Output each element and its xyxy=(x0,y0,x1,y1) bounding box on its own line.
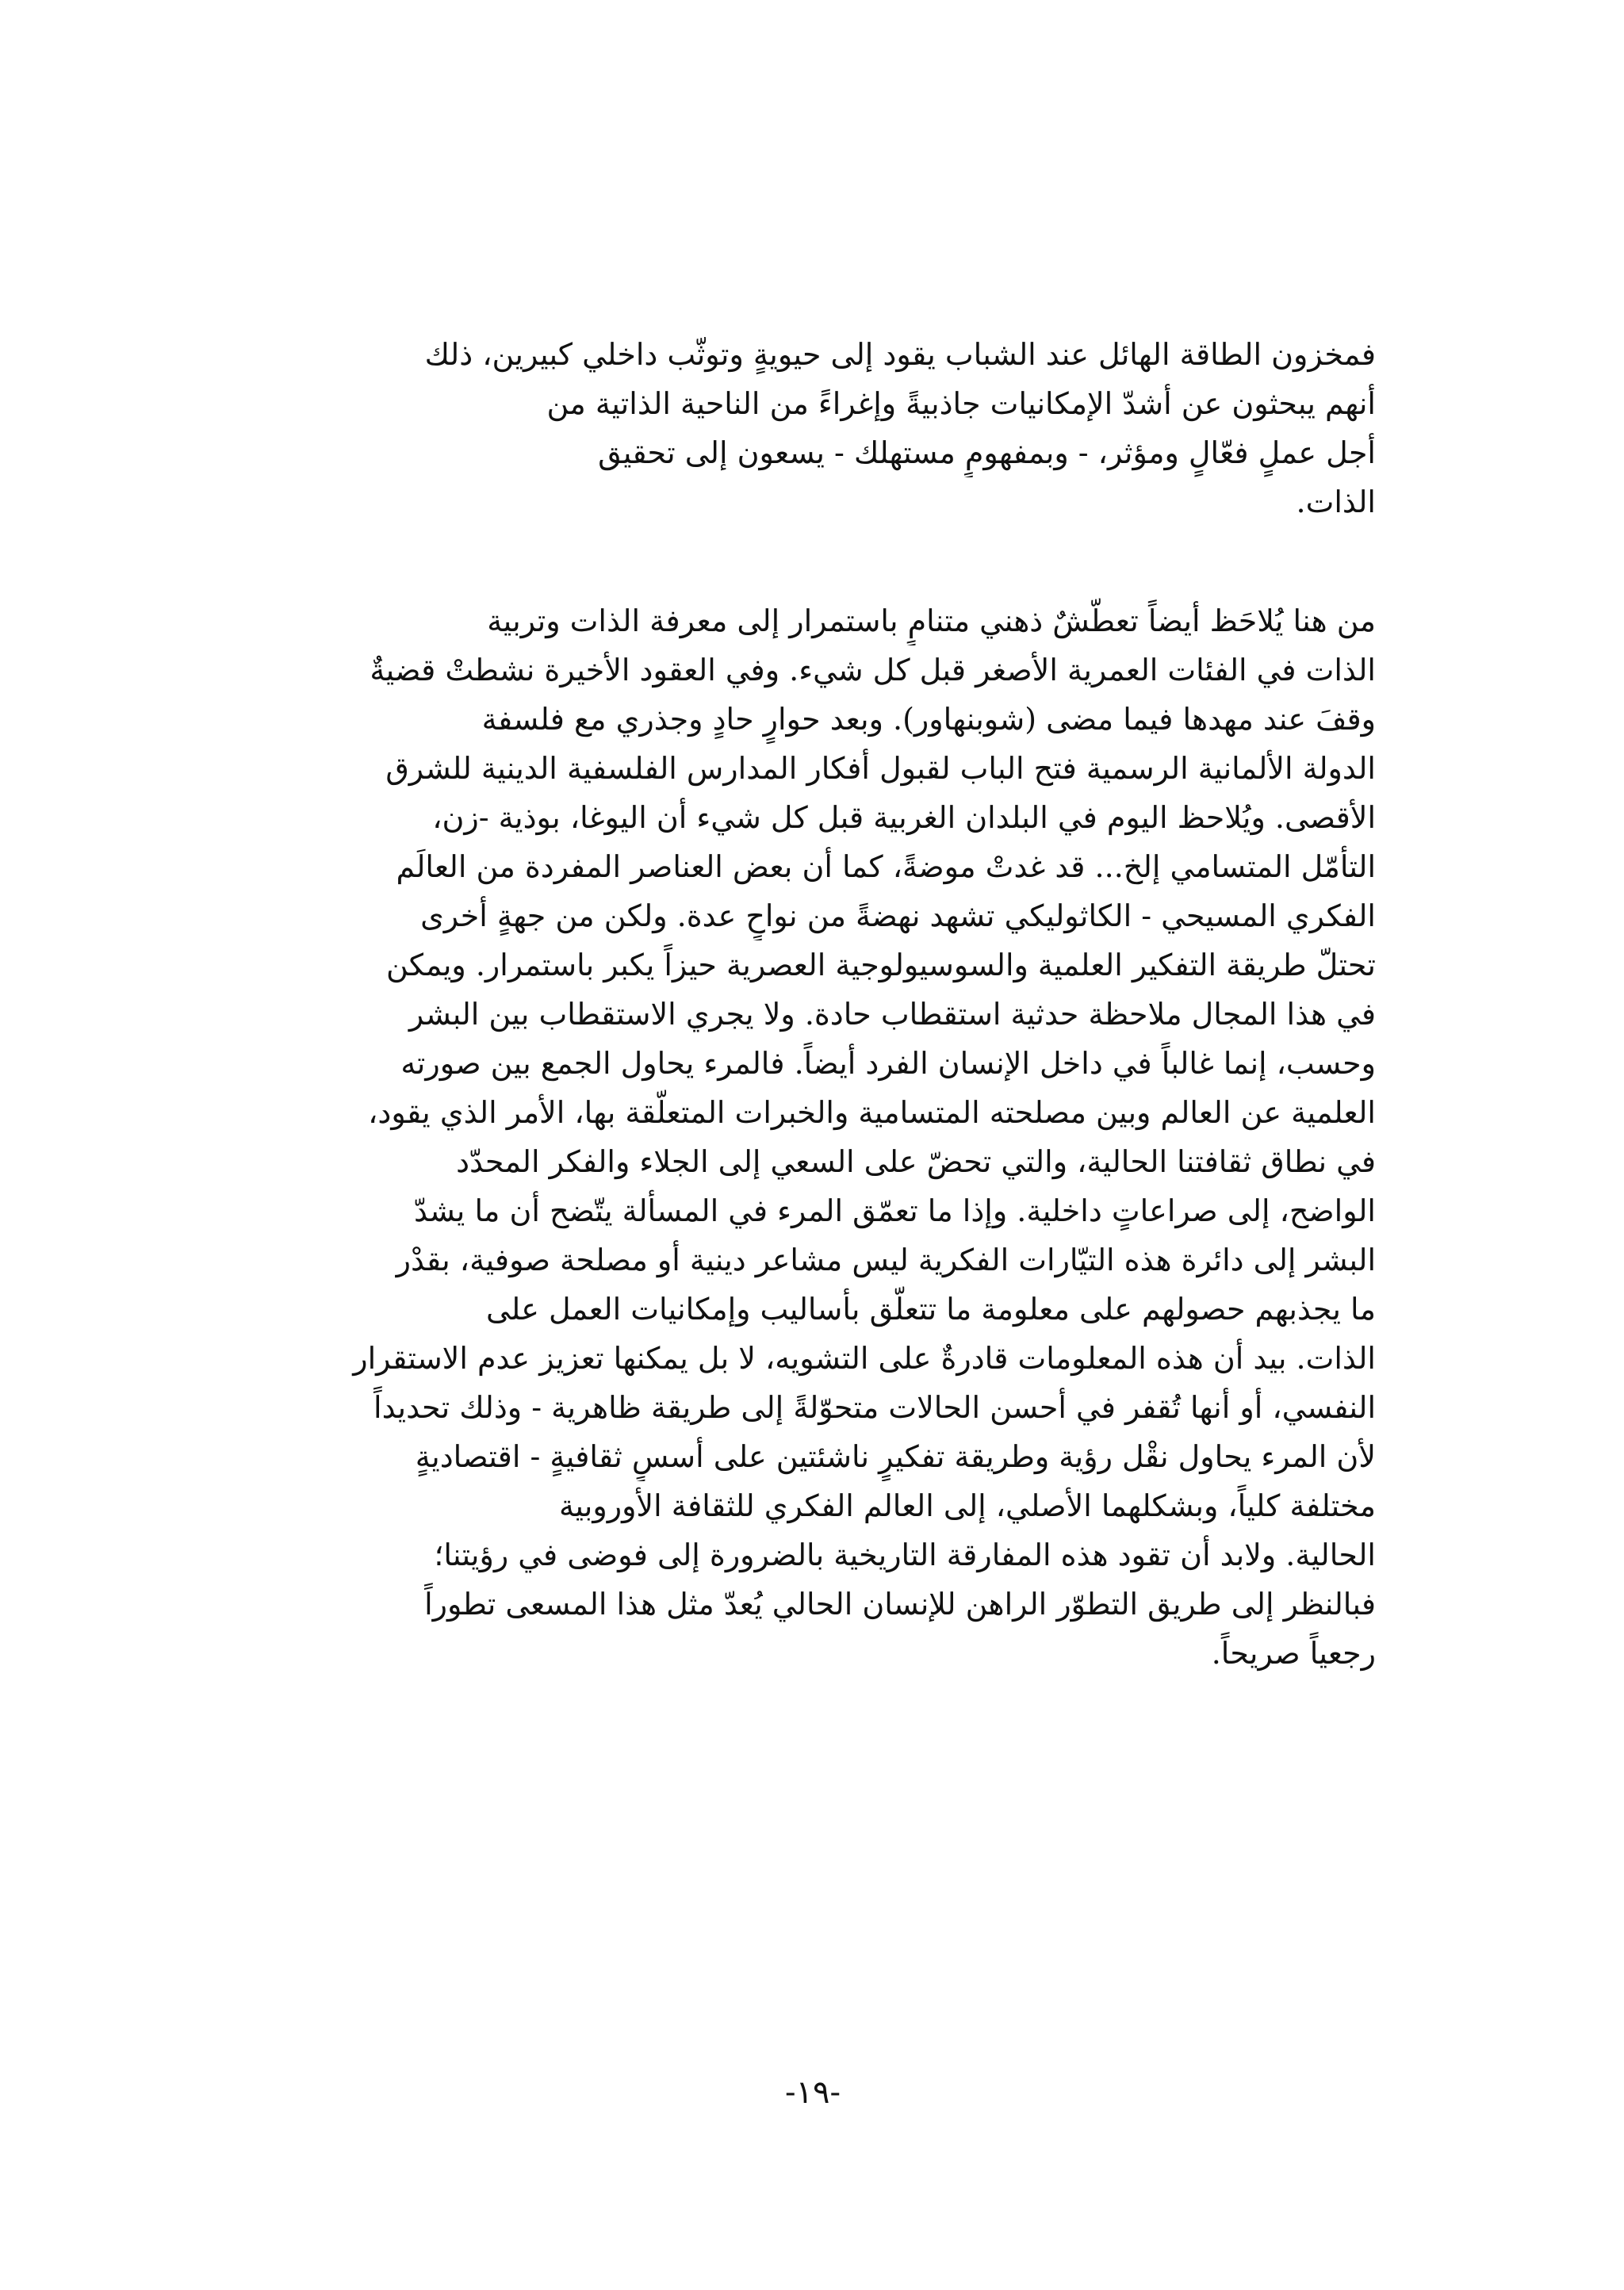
text-line: الذات. بيد أن هذه المعلومات قادرةٌ على التشويه، لا بل يمكنها تعزيز عدم الاستقرار xyxy=(353,1341,1376,1376)
text-line: النفسي، أو أنها تُقفر في أحسن الحالات متحوّلةً إلى طريقة ظاهرية - وذلك تحديداً xyxy=(373,1390,1376,1425)
text-line: الواضح، إلى صراعاتٍ داخلية. وإذا ما تعمّق المرء في المسألة يتّضح أن ما يشدّ xyxy=(413,1193,1376,1228)
text-line: الدولة الألمانية الرسمية فتح الباب لقبول أفكار المدارس الفلسفية الدينية للشرق xyxy=(385,751,1376,786)
text-line: الذات في الفئات العمرية الأصغر قبل كل شيء. وفي العقود الأخيرة نشطتْ قضيةٌ xyxy=(370,653,1376,687)
text-line: في هذا المجال ملاحظة حدثية استقطاب حادة. ولا يجري الاستقطاب بين البشر xyxy=(408,997,1376,1032)
paragraph-1 xyxy=(297,330,1376,527)
text-line: الحالية. ولابد أن تقود هذه المفارقة التاريخية بالضرورة إلى فوضى في رؤيتنا؛ xyxy=(434,1538,1376,1572)
text-line: ما يجذبهم حصولهم على معلومة ما تتعلّق بأساليب وإمكانيات العمل على xyxy=(485,1292,1376,1327)
text-line: وقفَ عند مهدها فيما مضى (شوبنهاور). وبعد حوارٍ حادٍ وجذري مع فلسفة xyxy=(481,702,1376,737)
text-line: الفكري المسيحي - الكاثوليكي تشهد نهضةً من نواحٍ عدة. ولكن من جهةٍ أخرى xyxy=(420,898,1376,933)
text-line: في نطاق ثقافتنا الحالية، والتي تحضّ على السعي إلى الجلاء والفكر المحدّد xyxy=(456,1144,1376,1179)
text-line: أجل عملٍ فعّالٍ ومؤثر، - وبمفهومٍ مستهلك - يسعون إلى تحقيق xyxy=(598,435,1376,470)
text-line: رجعياً صريحاً. xyxy=(1211,1636,1376,1671)
text-line: مختلفة كلياً، وبشكلهما الأصلي، إلى العالم الفكري للثقافة الأوروبية xyxy=(558,1488,1376,1523)
text-line: أنهم يبحثون عن أشدّ الإمكانيات جاذبيةً وإغراءً من الناحية الذاتية من xyxy=(546,386,1376,421)
text-line: فمخزون الطاقة الهائل عند الشباب يقود إلى حيويةٍ وتوثّب داخلي كبيرين، ذلك xyxy=(424,337,1376,372)
page-number: -١٩- xyxy=(785,2074,841,2111)
text-line: وحسب، إنما غالباً في داخل الإنسان الفرد أيضاً. فالمرء يحاول الجمع بين صورته xyxy=(400,1046,1376,1081)
text-line: من هنا يُلاحَظ أيضاً تعطّشٌ ذهني متنامٍ باستمرار إلى معرفة الذات وتربية xyxy=(487,603,1376,638)
text-line: التأمّل المتسامي إلخ... قد غدتْ موضةً، كما أن بعض العناصر المفردة من العالَم xyxy=(396,849,1376,884)
text-line: فبالنظر إلى طريق التطوّر الراهن للإنسان الحالي يُعدّ مثل هذا المسعى تطوراً xyxy=(424,1587,1376,1622)
text-line: الذات. xyxy=(1296,484,1376,519)
text-line: الأقصى. ويُلاحظ اليوم في البلدان الغربية قبل كل شيء أن اليوغا، بوذية -زن، xyxy=(432,800,1376,835)
text-line: تحتلّ طريقة التفكير العلمية والسوسيولوجية العصرية حيزاً يكبر باستمرار. ويمكن xyxy=(385,948,1376,982)
paragraph-2 xyxy=(297,596,1376,1678)
text-line: البشر إلى دائرة هذه التيّارات الفكرية ليس مشاعر دينية أو مصلحة صوفية، بقدْر xyxy=(396,1243,1376,1277)
text-line: لأن المرء يحاول نقْل رؤية وطريقة تفكيرٍ ناشئتين على أسسٍ ثقافيةٍ - اقتصاديةٍ xyxy=(415,1439,1376,1474)
text-line: العلمية عن العالم وبين مصلحته المتسامية والخبرات المتعلّقة بها، الأمر الذي يقود، xyxy=(368,1095,1376,1130)
